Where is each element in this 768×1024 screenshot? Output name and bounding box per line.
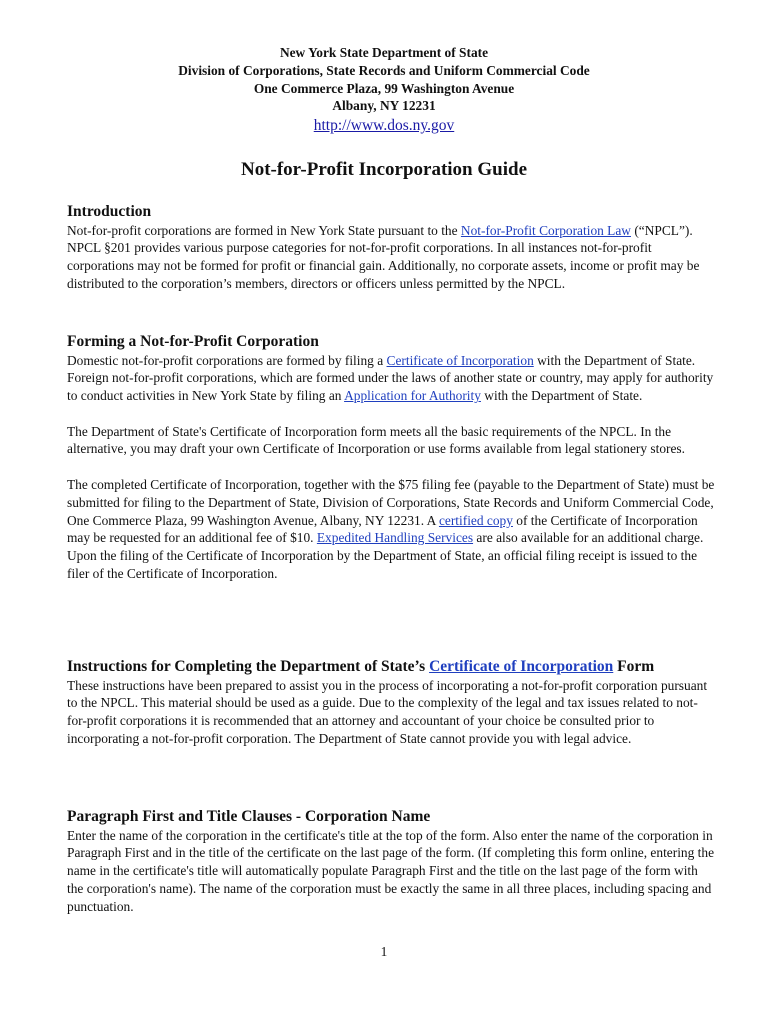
section-instructions (67, 658, 717, 748)
application-for-authority-link[interactable]: Application for Authority (344, 388, 481, 404)
instructions-paragraph: These instructions have been prepared to assist you in the process of incorporating a not-for-profit corporation pursuant to the NPCL. This material should be used as a guide. Due to the complexity of the legal and tax issues related to not-for-profit corporations it is recommended that an attorney and accountant of your choice be consulted prior to incorporating a not-for-profit corporation. The Department of State cannot provide you with legal advice. (67, 677, 708, 746)
section-introduction (67, 203, 717, 293)
letterhead (0, 44, 768, 136)
paragraph-first-heading: Paragraph First and Title Clauses - Corporation Name (67, 808, 431, 825)
introduction-heading: Introduction (67, 203, 152, 220)
certified-copy-link[interactable]: certified copy (438, 512, 513, 528)
street-address: One Commerce Plaza, 99 Washington Avenue (253, 80, 515, 96)
instructions-heading: Instructions for Completing the Department of State’s Certificate of Incorporation Form (67, 658, 655, 675)
certificate-form-link[interactable]: Certificate of Incorporation (429, 658, 614, 675)
expedited-handling-link[interactable]: Expedited Handling Services (316, 530, 474, 546)
section-paragraph-first (67, 808, 717, 915)
page-number: 1 (380, 944, 388, 959)
forming-paragraph-3: The completed Certificate of Incorporation, together with the $75 filing fee (payable to the Department of State) must be submitted for filing to the Department of State, Division of Corporations, State Records and Uniform Commercial Code, One Commerce Plaza, 99 Washington Avenue, Albany, NY 12231. A certified copy of the Certificate of Incorporation may be requested for an additional fee of $10. Expedited Handling Services are also available for an additional charge. Upon the filing of the Certificate of Incorporation by the Department of State, an official filing receipt is issued to the filer of the Certificate of Incorporation. (67, 477, 715, 582)
forming-heading: Forming a Not-for-Profit Corporation (67, 333, 319, 350)
forming-paragraph-1: Domestic not-for-profit corporations are formed by filing a Certificate of Incorporation with the Department of State. Foreign not-for-profit corporations, which are formed under the laws of another state or country, may apply for authority to conduct activities in New York State by filing an Application for Authority with the Department of State. (67, 352, 714, 404)
agency-name: New York State Department of State (279, 45, 489, 60)
website-link[interactable]: http://www.dos.ny.gov (313, 117, 455, 135)
certificate-of-incorporation-link[interactable]: Certificate of Incorporation (386, 352, 534, 368)
paragraph-first-body: Enter the name of the corporation in the certificate's title at the top of the form. Also enter the name of the corporation in Paragraph First and in the title of the certificate on the last page of the form. (If completing this form online, entering the name in the certificate's title will automatically populate Paragraph First and the title on the last page of the form with the corporation's name). The name of the corporation must be exactly the same in all three places, including spacing and punctuation. (67, 827, 715, 914)
section-forming (67, 333, 717, 583)
forming-paragraph-2: The Department of State's Certificate of Incorporation form meets all the basic requirements of the NPCL. In the alternative, you may draft your own Certificate of Incorporation or use forms available from legal stationery stores. (67, 423, 685, 457)
city-address: Albany, NY 12231 (332, 98, 436, 114)
division-name: Division of Corporations, State Records and Uniform Commercial Code (178, 62, 590, 78)
npcl-link[interactable]: Not-for-Profit Corporation Law (460, 222, 631, 238)
introduction-paragraph: Not-for-profit corporations are formed in New York State pursuant to the Not-for-Profit Corporation Law (“NPCL”). NPCL §201 provides various purpose categories for not-for-profit corporations. In all instances not-for-profit corporations may not be formed for profit or financial gain. Additionally, no corporate assets, income or profit may be distributed to the corporation’s members, directors or officers unless permitted by the NPCL. (67, 222, 700, 291)
page-title: Not-for-Profit Incorporation Guide (240, 159, 527, 180)
